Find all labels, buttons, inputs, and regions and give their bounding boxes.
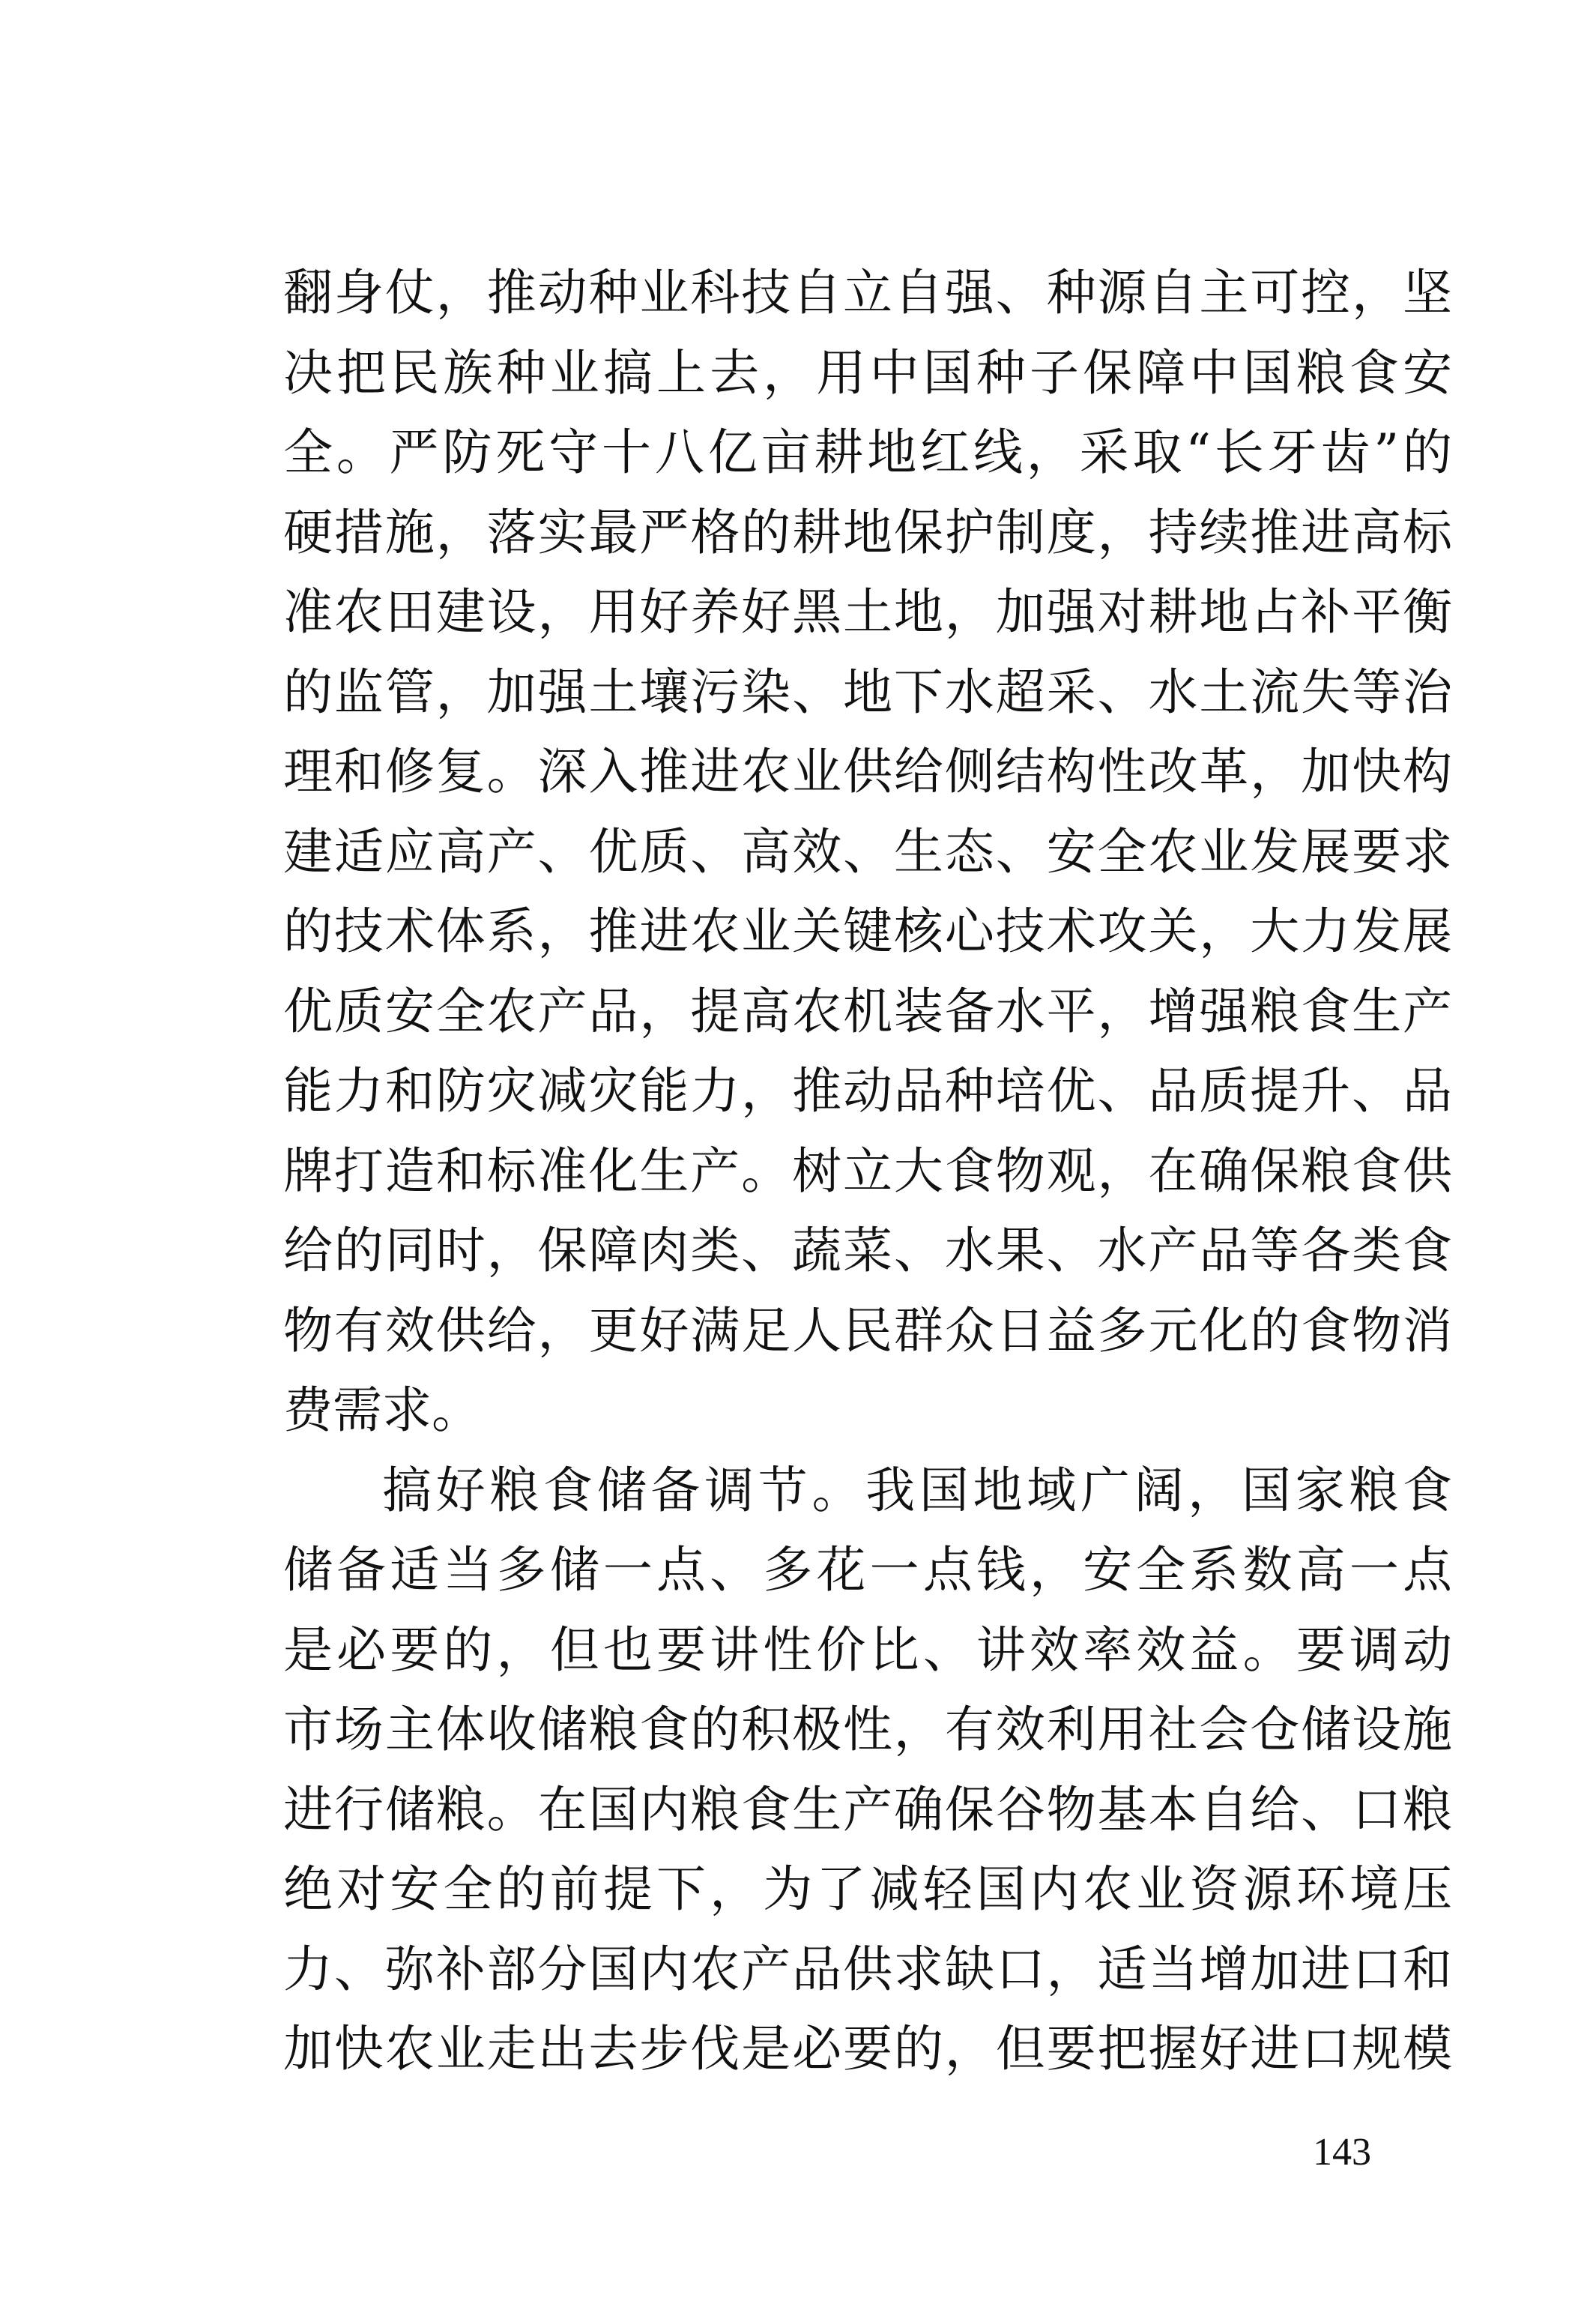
text-line: 绝对安全的前提下，为了减轻国内农业资源环境压 <box>283 1860 1452 1918</box>
paragraph-first-line: 搞好粮食储备调节。我国地域广阔，国家粮食 <box>382 1461 1452 1519</box>
text-line: 建适应高产、优质、高效、生态、安全农业发展要求 <box>283 822 1452 881</box>
page-number: 143 <box>1313 2131 1371 2174</box>
text-line: 翻身仗，推动种业科技自立自强、种源自主可控，坚 <box>283 264 1452 322</box>
text-line: 进行储粮。在国内粮食生产确保谷物基本自给、口粮 <box>283 1780 1452 1839</box>
text-line: 是必要的，但也要讲性价比、讲效率效益。要调动 <box>283 1620 1452 1679</box>
text-line: 决把民族种业搞上去，用中国种子保障中国粮食安 <box>283 343 1452 402</box>
text-line: 费需求。 <box>283 1381 481 1439</box>
body-text <box>283 253 1452 2090</box>
text-line: 硬措施，落实最严格的耕地保护制度，持续推进高标 <box>283 503 1452 561</box>
text-line: 市场主体收储粮食的积极性，有效利用社会仓储设施 <box>283 1701 1452 1758</box>
text-line: 的技术体系，推进农业关键核心技术攻关，大力发展 <box>283 902 1452 960</box>
text-line: 准农田建设，用好养好黑土地，加强对耕地占补平衡 <box>283 583 1452 641</box>
text-line: 的监管，加强土壤污染、地下水超采、水土流失等治 <box>283 663 1452 721</box>
text-line: 物有效供给，更好满足人民群众日益多元化的食物消 <box>283 1301 1452 1360</box>
text-line: 储备适当多储一点、多花一点钱，安全系数高一点 <box>283 1541 1452 1599</box>
text-line: 理和修复。深入推进农业供给侧结构性改革，加快构 <box>283 743 1452 800</box>
text-line: 给的同时，保障肉类、蔬菜、水果、水产品等各类食 <box>283 1222 1452 1279</box>
text-line: 牌打造和标准化生产。树立大食物观，在确保粮食供 <box>283 1142 1452 1200</box>
text-line: 加快农业走出去步伐是必要的，但要把握好进口规模 <box>283 2020 1452 2078</box>
text-line: 力、弥补部分国内农产品供求缺口，适当增加进口和 <box>283 1940 1452 1998</box>
text-line: 优质安全农产品，提高农机装备水平，增强粮食生产 <box>283 982 1452 1040</box>
text-line: 全。严防死守十八亿亩耕地红线，采取“长牙齿”的 <box>283 423 1452 481</box>
text-line: 能力和防灾减灾能力，推动品种培优、品质提升、品 <box>283 1062 1452 1120</box>
